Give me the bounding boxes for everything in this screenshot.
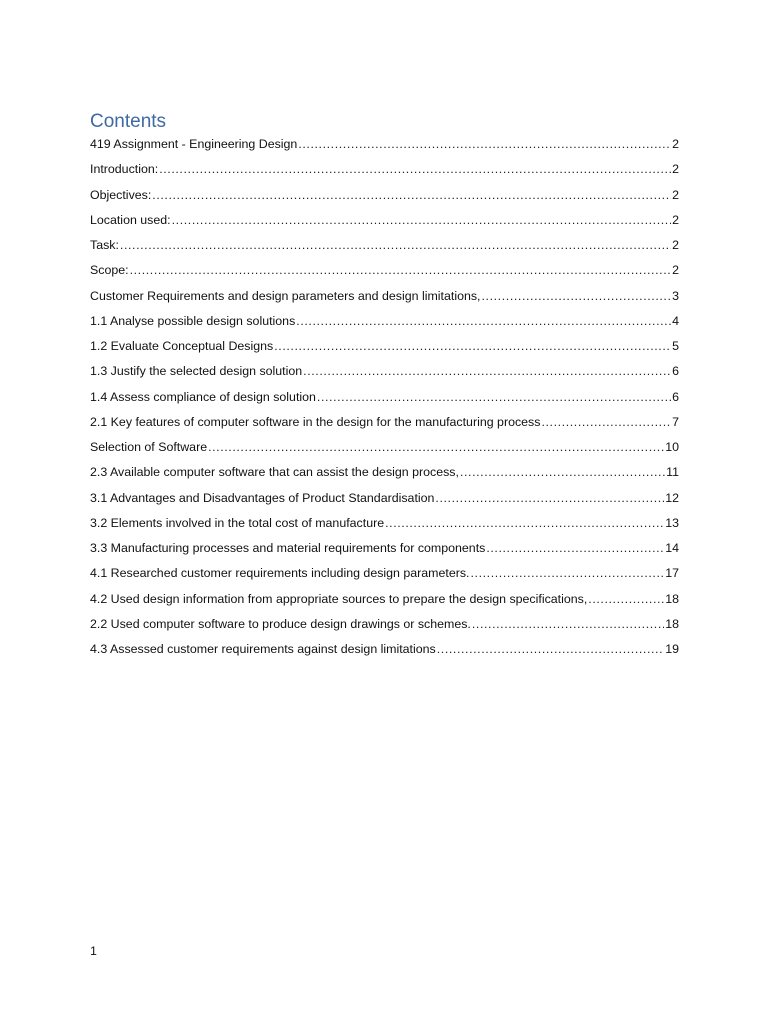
- toc-entry-title: Task:: [90, 238, 119, 252]
- toc-dot-leader: [385, 513, 664, 533]
- toc-entry[interactable]: [90, 387, 679, 412]
- toc-dot-leader: [159, 159, 671, 179]
- toc-dot-leader: [298, 134, 671, 154]
- table-of-contents: [90, 134, 679, 664]
- toc-dot-leader: [471, 563, 665, 583]
- toc-entry[interactable]: [90, 311, 679, 336]
- toc-entry[interactable]: [90, 260, 679, 285]
- toc-entry-title: Introduction:: [90, 162, 159, 177]
- toc-entry-page: 19: [665, 642, 679, 656]
- toc-entry[interactable]: [90, 235, 679, 260]
- toc-entry-page: 2: [672, 263, 679, 278]
- toc-entry[interactable]: [90, 159, 679, 184]
- toc-entry-page: 2: [672, 187, 679, 202]
- toc-entry-page: 11: [666, 465, 679, 480]
- toc-entry[interactable]: [90, 614, 679, 639]
- toc-entry[interactable]: [90, 437, 679, 462]
- toc-entry-page: 2: [672, 162, 679, 177]
- toc-dot-leader: [172, 210, 671, 230]
- toc-entry-title: 2.2 Used computer software to produce design drawings or schemes.: [90, 616, 471, 631]
- page-number: 1: [90, 944, 97, 958]
- toc-dot-leader: [460, 462, 665, 482]
- toc-dot-leader: [120, 235, 671, 255]
- toc-entry[interactable]: [90, 134, 679, 159]
- toc-entry[interactable]: [90, 185, 679, 210]
- toc-entry[interactable]: [90, 589, 679, 614]
- toc-entry-page: 4: [672, 313, 679, 328]
- toc-entry-title: 3.1 Advantages and Disadvantages of Product Standardisation: [90, 490, 435, 505]
- toc-entry-title: Objectives:: [90, 187, 152, 202]
- toc-entry-title: 4.1 Researched customer requirements including design parameters.: [90, 566, 470, 581]
- toc-dot-leader: [472, 614, 664, 634]
- toc-entry-page: 14: [665, 541, 679, 555]
- toc-dot-leader: [482, 286, 672, 306]
- toc-entry-page: 5: [672, 339, 679, 353]
- toc-entry-page: 2: [672, 137, 679, 151]
- toc-dot-leader: [317, 387, 671, 407]
- toc-dot-leader: [208, 437, 664, 457]
- toc-dot-leader: [588, 589, 664, 609]
- toc-dot-leader: [296, 311, 671, 331]
- toc-entry-page: 2: [672, 212, 679, 227]
- toc-entry-title: Customer Requirements and design parameters and design limitations,: [90, 288, 481, 303]
- toc-entry[interactable]: [90, 639, 679, 664]
- toc-dot-leader: [303, 361, 671, 381]
- toc-entry-page: 18: [665, 591, 679, 606]
- toc-entry[interactable]: [90, 210, 679, 235]
- toc-dot-leader: [541, 412, 671, 432]
- toc-entry[interactable]: [90, 336, 679, 361]
- toc-entry-title: 1.2 Evaluate Conceptual Designs: [90, 339, 274, 353]
- toc-entry-page: 6: [672, 364, 679, 379]
- toc-entry-page: 6: [672, 389, 679, 404]
- toc-entry-title: 2.1 Key features of computer software in the design for the manufacturing process: [90, 414, 541, 429]
- toc-entry-title: 3.2 Elements involved in the total cost of manufacture: [90, 515, 385, 530]
- toc-entry-page: 17: [665, 566, 679, 581]
- toc-entry-page: 3: [672, 288, 679, 303]
- toc-entry[interactable]: [90, 412, 679, 437]
- toc-entry-title: Scope:: [90, 263, 129, 278]
- toc-entry[interactable]: [90, 513, 679, 538]
- toc-entry-title: 1.3 Justify the selected design solution: [90, 364, 303, 379]
- toc-dot-leader: [152, 185, 671, 205]
- toc-entry-page: 13: [665, 515, 679, 530]
- toc-entry[interactable]: [90, 488, 679, 513]
- toc-entry-title: 419 Assignment - Engineering Design: [90, 137, 298, 151]
- toc-entry-page: 12: [665, 490, 679, 505]
- toc-entry-title: Selection of Software: [90, 440, 208, 454]
- toc-entry-page: 10: [665, 440, 679, 454]
- toc-entry-title: 4.2 Used design information from appropriate sources to prepare the design specifications,: [90, 591, 588, 606]
- toc-entry[interactable]: [90, 538, 679, 563]
- toc-entry-page: 2: [672, 238, 679, 252]
- toc-entry-title: 1.1 Analyse possible design solutions: [90, 313, 296, 328]
- toc-entry-title: 1.4 Assess compliance of design solution: [90, 389, 316, 404]
- toc-entry[interactable]: [90, 563, 679, 588]
- toc-entry-title: 2.3 Available computer software that can assist the design process,: [90, 465, 459, 480]
- toc-entry-page: 7: [672, 414, 679, 429]
- toc-dot-leader: [435, 488, 664, 508]
- toc-dot-leader: [437, 639, 664, 659]
- toc-entry-title: 3.3 Manufacturing processes and material requirements for components: [90, 541, 486, 555]
- toc-dot-leader: [274, 336, 671, 356]
- toc-heading: Contents: [90, 111, 167, 132]
- toc-entry-title: Location used:: [90, 212, 171, 227]
- toc-entry[interactable]: [90, 462, 679, 487]
- toc-dot-leader: [130, 260, 672, 280]
- toc-entry-page: 18: [665, 616, 679, 631]
- toc-entry[interactable]: [90, 361, 679, 386]
- toc-entry-title: 4.3 Assessed customer requirements against design limitations: [90, 642, 436, 656]
- toc-dot-leader: [486, 538, 664, 558]
- toc-entry[interactable]: [90, 286, 679, 311]
